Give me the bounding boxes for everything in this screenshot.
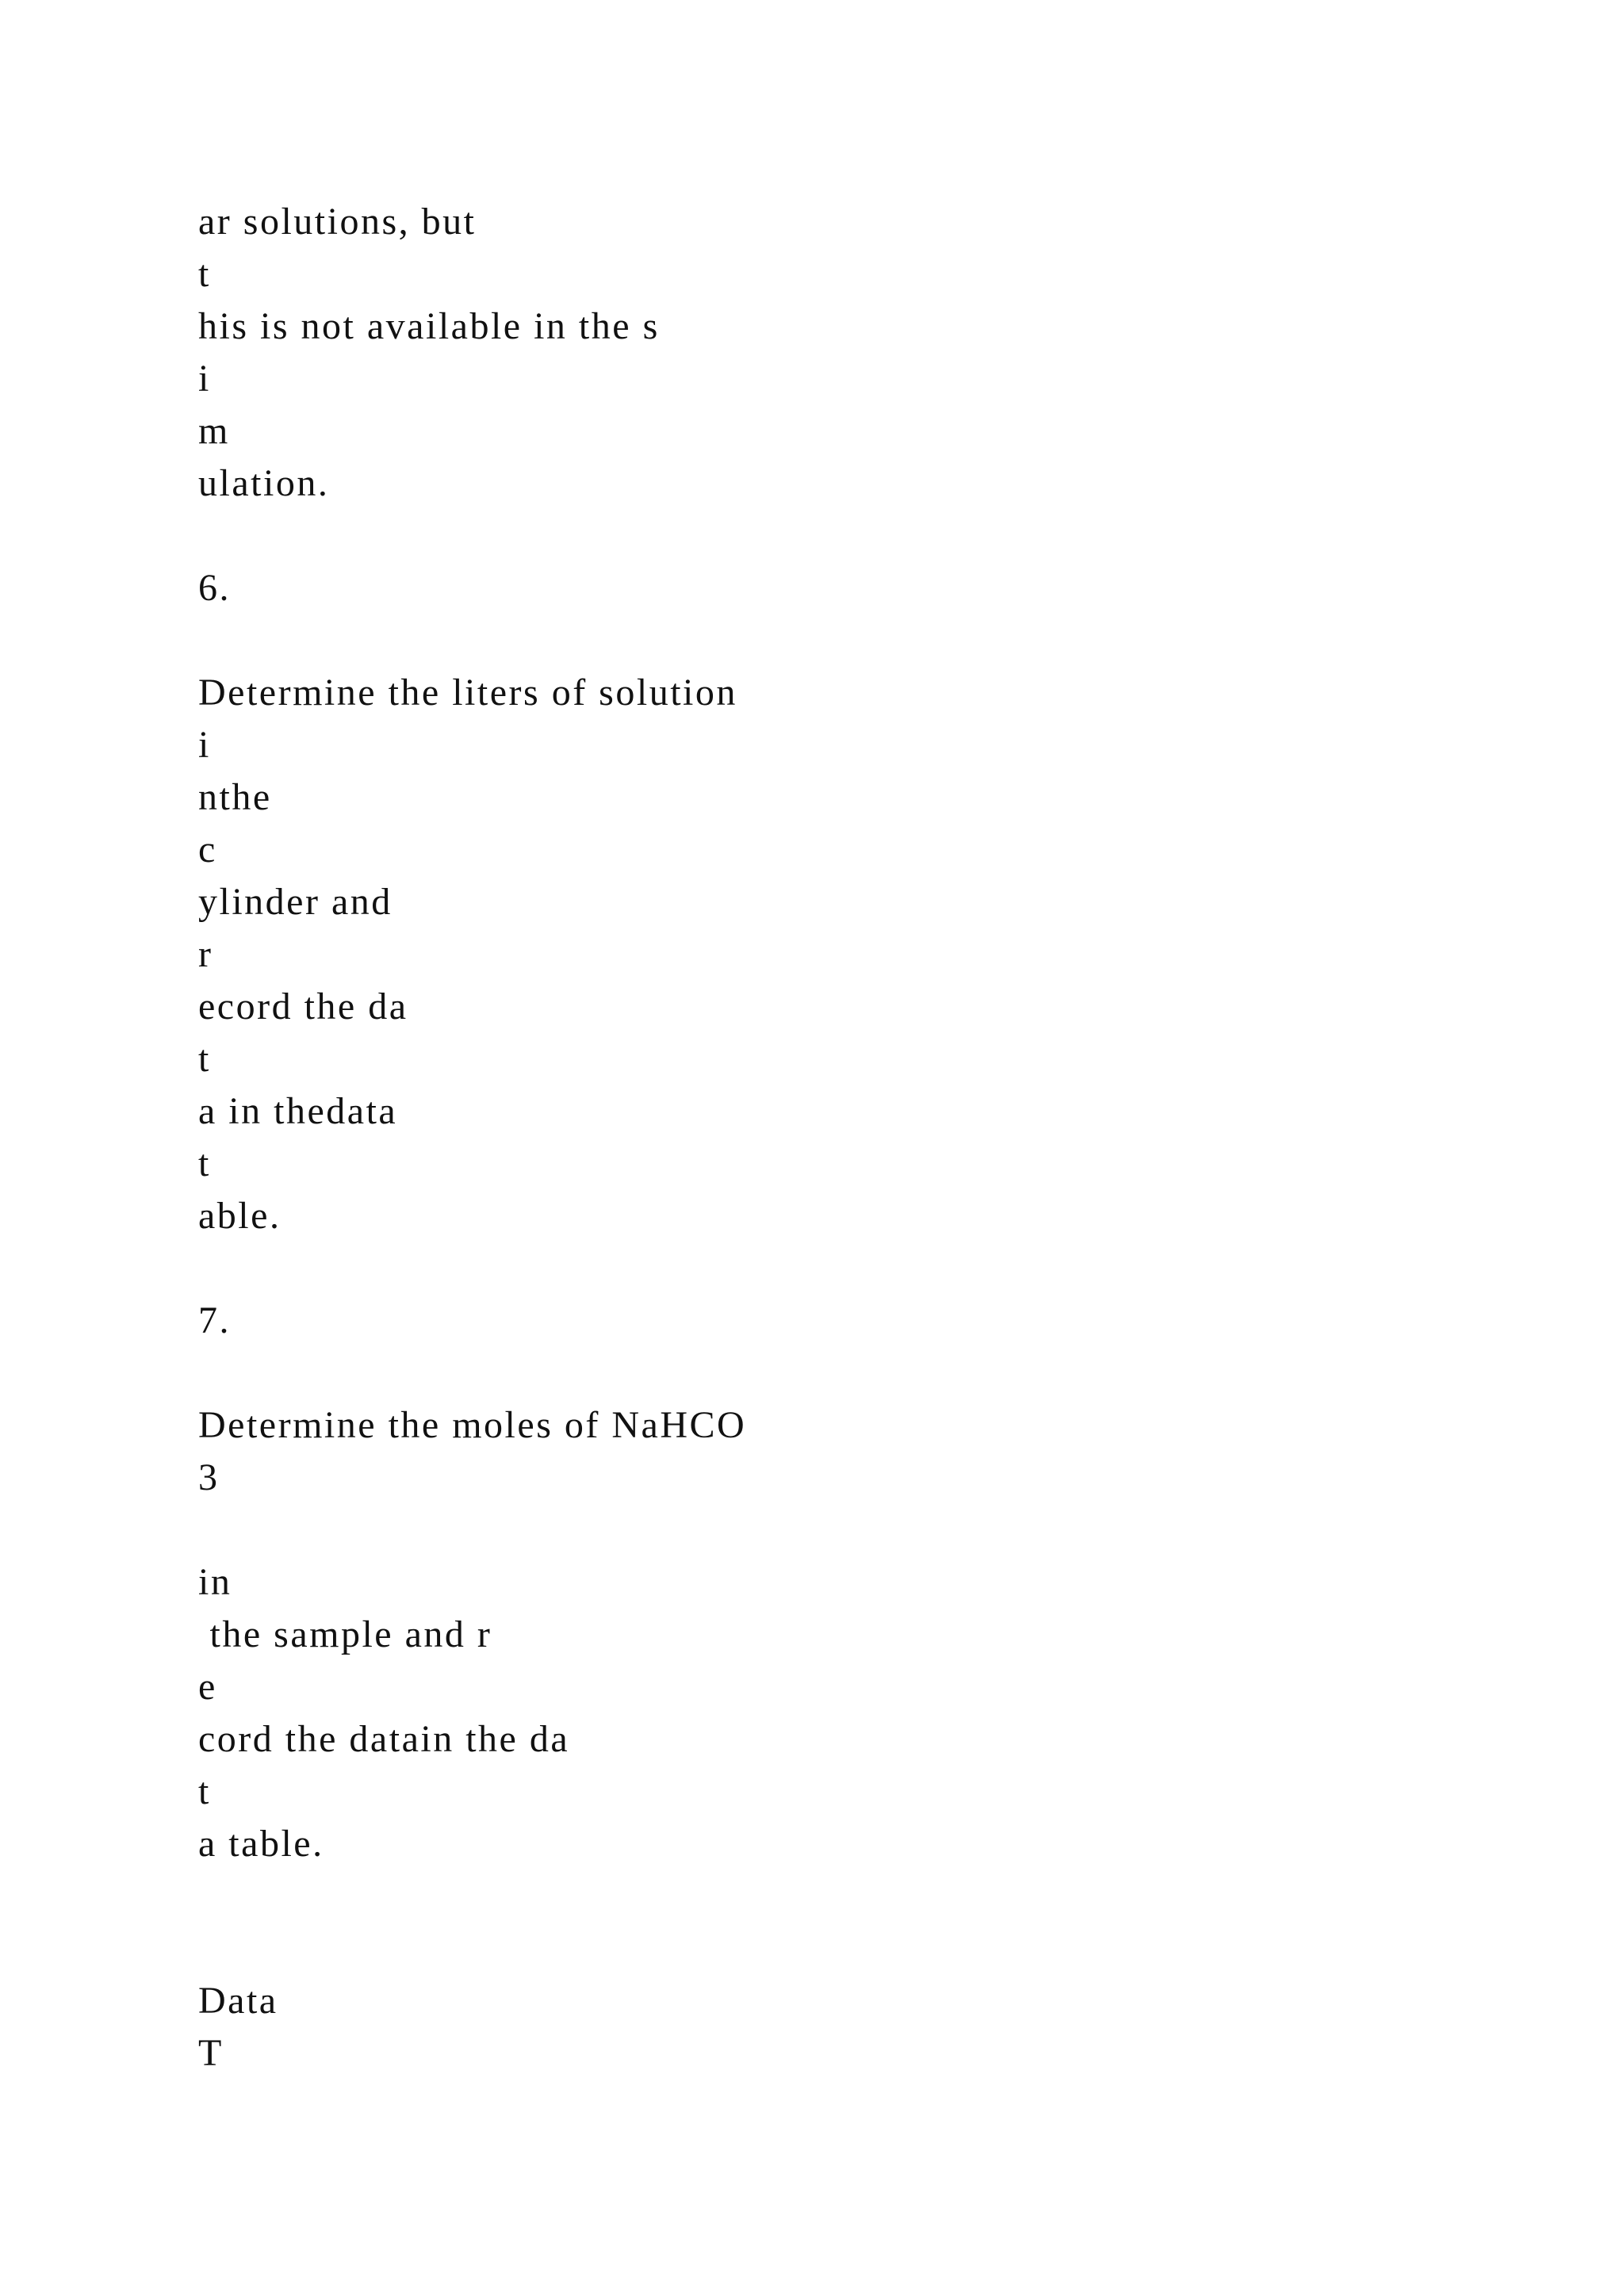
text-line: the sample and r (198, 1613, 492, 1655)
text-line: cord the datain the da (198, 1718, 570, 1760)
text-line: ylinder and (198, 881, 393, 923)
text-line: Determine the moles of NaHCO (198, 1404, 747, 1446)
text-line: t (198, 1142, 211, 1184)
text-line: ulation. (198, 462, 330, 504)
text-line: e (198, 1666, 217, 1708)
text-line: nthe (198, 776, 272, 818)
text-line: ar solutions, but (198, 201, 477, 243)
text-line: 3 (198, 1456, 220, 1498)
text-line: ecord the da (198, 985, 408, 1027)
text-line: able. (198, 1195, 282, 1237)
section-heading: T (198, 2032, 224, 2074)
text-line: Determine the liters of solution (198, 672, 737, 714)
text-line: m (198, 410, 230, 452)
text-line: a in thedata (198, 1090, 398, 1132)
text-line: i (198, 358, 211, 400)
section-heading: Data (198, 1980, 278, 2022)
text-line: r (198, 933, 213, 975)
step-number: 7. (198, 1299, 231, 1341)
text-line: a table. (198, 1823, 324, 1865)
text-line: i (198, 724, 211, 766)
step-number: 6. (198, 567, 231, 609)
text-line: c (198, 828, 217, 871)
text-line: t (198, 1038, 211, 1080)
text-line: his is not available in the s (198, 305, 660, 347)
text-line: t (198, 253, 211, 295)
text-line: in (198, 1561, 232, 1603)
text-line: t (198, 1770, 211, 1812)
